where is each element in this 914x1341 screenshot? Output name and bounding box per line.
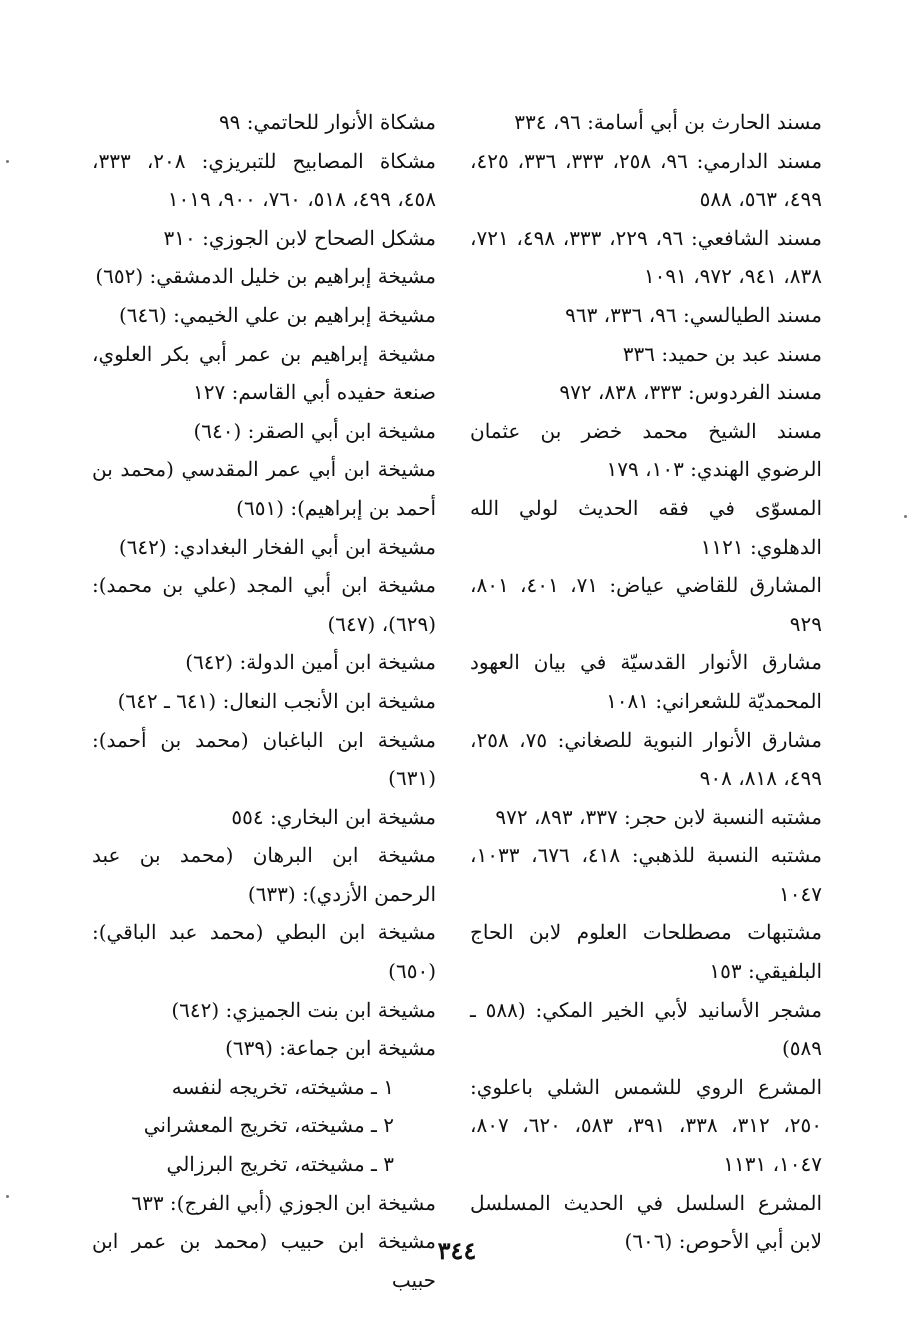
index-entry: مشيخة ابن حبيب (محمد بن عمر ابن حبيب bbox=[92, 1229, 436, 1292]
index-entry: مشتبه النسبة لابن حجر: ٣٣٧، ٨٩٣، ٩٧٢ bbox=[495, 804, 822, 829]
index-entry: مسند الدارمي: ٩٦، ٢٥٨، ٣٣٣، ٣٣٦، ٤٢٥، ٤٩٩، ٥٦٣، ٥٨٨ bbox=[470, 148, 823, 212]
index-entry: مشيخة ابن جماعة: (٦٣٩) bbox=[225, 1036, 436, 1061]
index-entry: مسند الطيالسي: ٩٦، ٣٣٦، ٩٦٣ bbox=[565, 302, 822, 327]
index-entry: مشيخة ابن الباغبان (محمد بن أحمد): (٦٣١) bbox=[92, 727, 436, 791]
index-entry: مشتبهات مصطلحات العلوم لابن الحاج البلفيقي: ١٥٣ bbox=[470, 920, 822, 984]
index-entry: مشارق الأنوار النبوية للصغاني: ٧٥، ٢٥٨، ٤٩٩، ٨١٨، ٩٠٨ bbox=[470, 727, 822, 791]
page-number: ٣٤٤ bbox=[437, 1236, 477, 1265]
index-entry: مشيخة ابن أبي عمر المقدسي (محمد بن أحمد بن إبراهيم): (٦٥١) bbox=[92, 457, 436, 520]
index-entry: مشيخة ابن بنت الجميزي: (٦٤٢) bbox=[171, 997, 436, 1022]
index-entry: مشجر الأسانيد لأبي الخير المكي: (٥٨٨ ـ ٥٨٩) bbox=[470, 997, 822, 1061]
index-subentry: ٢ ـ مشيخته، تخريج المعشراني bbox=[143, 1113, 394, 1138]
index-entry: المشارق للقاضي عياض: ٧١، ٤٠١، ٨٠١، ٩٢٩ bbox=[470, 573, 822, 636]
index-entry: مشيخة ابن أبي المجد (علي بن محمد): (٦٢٩)، (٦٤٧) bbox=[92, 573, 436, 636]
index-entry: مشتبه النسبة للذهبي: ٤١٨، ٦٧٦، ١٠٣٣، ١٠٤٧ bbox=[470, 843, 822, 906]
index-entry: مشيخة ابن البخاري: ٥٥٤ bbox=[231, 804, 436, 829]
index-entry: مشيخة ابن البرهان (محمد بن عبد الرحمن الأزدي): (٦٣٣) bbox=[92, 843, 436, 906]
scan-speck bbox=[904, 515, 907, 518]
index-entry: مسند الفردوس: ٣٣٣، ٨٣٨، ٩٧٢ bbox=[559, 380, 822, 405]
index-entry: مشيخة ابن أبي الفخار البغدادي: (٦٤٢) bbox=[118, 534, 436, 559]
index-entry: مشكل الصحاح لابن الجوزي: ٣١٠ bbox=[163, 225, 436, 250]
index-entry: مشيخة ابن الأنجب النعال: (٦٤١ ـ ٦٤٢) bbox=[117, 688, 436, 713]
index-entry: مشيخة إبراهيم بن عمر أبي بكر العلوي، صنعة حفيده أبي القاسم: ١٢٧ bbox=[92, 341, 436, 405]
scan-speck bbox=[6, 160, 9, 163]
index-entry: مسند الشافعي: ٩٦، ٢٢٩، ٣٣٣، ٤٩٨، ٧٢١، ٨٣٨، ٩٤١، ٩٧٢، ١٠٩١ bbox=[470, 225, 823, 289]
index-entry: مشكاة المصابيح للتبريزي: ٢٠٨، ٣٣٣، ٤٥٨، ٤٩٩، ٥١٨، ٧٦٠، ٩٠٠، ١٠١٩ bbox=[92, 148, 436, 212]
scan-speck bbox=[6, 1195, 9, 1198]
index-entry: مشيخة إبراهيم بن علي الخيمي: (٦٤٦) bbox=[118, 302, 436, 327]
index-entry: المسوّى في فقه الحديث لولي الله الدهلوي: ١١٢١ bbox=[470, 495, 822, 559]
index-entry: مسند الحارث بن أبي أسامة: ٩٦، ٣٣٤ bbox=[514, 110, 822, 134]
index-subentry: ٣ ـ مشيخته، تخريج البرزالي bbox=[166, 1152, 394, 1177]
index-entry: مشيخة إبراهيم بن خليل الدمشقي: (٦٥٢) bbox=[95, 264, 436, 289]
index-entry: مسند عبد بن حميد: ٣٣٦ bbox=[622, 341, 822, 366]
index-entry: مسند الشيخ محمد خضر بن عثمان الرضوي الهندي: ١٠٣، ١٧٩ bbox=[470, 418, 822, 482]
left-index-column bbox=[92, 103, 436, 1299]
right-index-column bbox=[470, 103, 822, 1261]
index-subentry: ١ ـ مشيخته، تخريجه لنفسه bbox=[171, 1074, 394, 1099]
index-entry: مشيخة ابن الجوزي (أبي الفرج): ٦٣٣ bbox=[131, 1190, 436, 1215]
index-entry: المشرع الروي للشمس الشلي باعلوي: ٢٥٠، ٣١٢، ٣٣٨، ٣٩١، ٥٨٣، ٦٢٠، ٨٠٧، ١٠٤٧، ١١٣١ bbox=[470, 1074, 823, 1177]
index-entry: مشيخة ابن البطي (محمد عبد الباقي): (٦٥٠) bbox=[92, 920, 436, 984]
index-entry: مشكاة الأنوار للحاتمي: ٩٩ bbox=[218, 110, 436, 134]
index-entry: مشارق الأنوار القدسيّة في بيان العهود المحمديّة للشعراني: ١٠٨١ bbox=[470, 650, 822, 713]
index-entry: المشرع السلسل في الحديث المسلسل لابن أبي الأحوص: (٦٠٦) bbox=[470, 1190, 822, 1254]
index-entry: مشيخة ابن أمين الدولة: (٦٤٢) bbox=[185, 650, 436, 675]
index-entry: مشيخة ابن أبي الصقر: (٦٤٠) bbox=[193, 418, 436, 443]
